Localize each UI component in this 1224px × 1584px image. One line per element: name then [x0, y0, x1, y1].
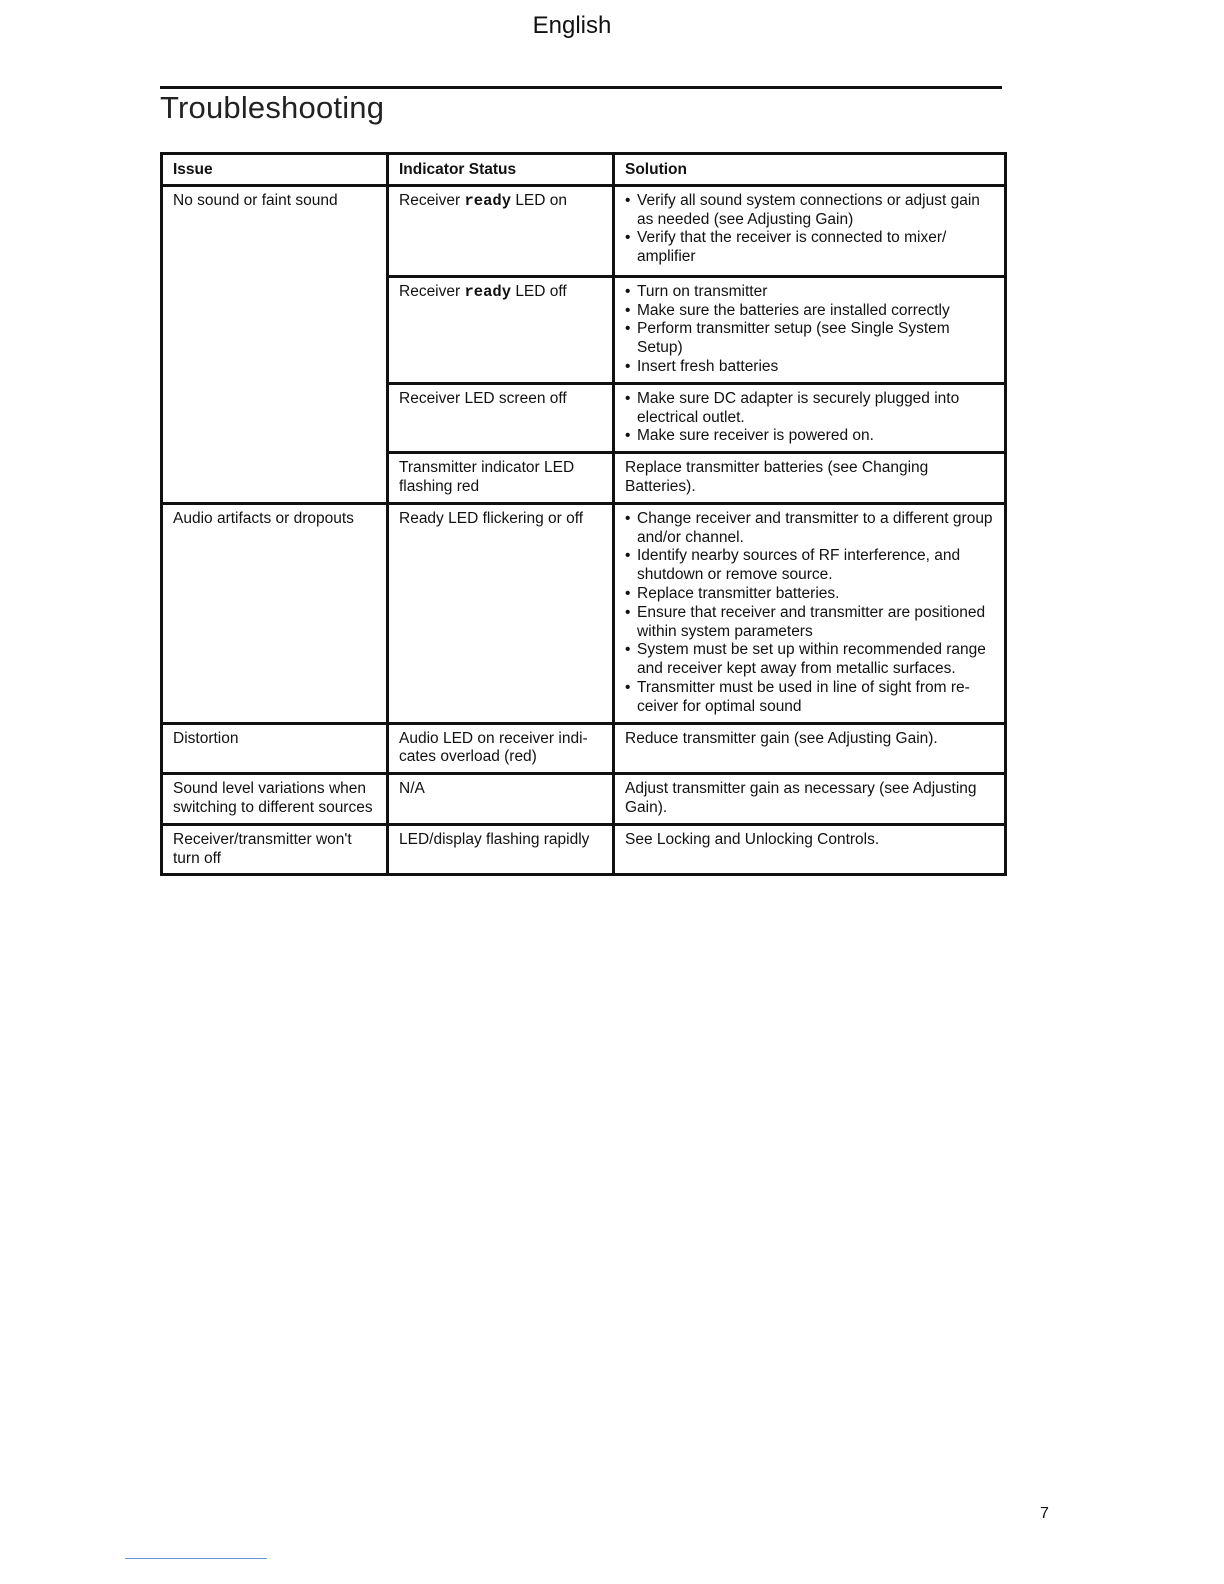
page-title: Troubleshooting: [160, 90, 385, 125]
issue-cell: Audio artifacts or dropouts: [162, 503, 388, 723]
solution-item: • Perform transmitter setup (see Single System Setup): [625, 320, 994, 358]
solution-item: • Identify nearby sources of RF interference, and shutdown or remove source.: [625, 547, 994, 585]
indicator-cell: Ready LED flickering or off: [388, 503, 614, 723]
ready-keyword: ready: [464, 282, 511, 301]
table-row: [162, 824, 1006, 875]
solution-cell: [614, 185, 1006, 276]
solution-cell: Reduce transmitter gain (see Adjusting Gain).: [614, 723, 1006, 774]
issue-cell: Receiver/transmitter won't turn off: [162, 824, 388, 875]
solution-item: • System must be set up within recommended range and receiver kept away from metallic surfaces.: [625, 641, 994, 679]
led-status-text: LED on: [515, 191, 568, 209]
solution-cell: [614, 383, 1006, 452]
issue-cell: Distortion: [162, 723, 388, 774]
solution-item: • Ensure that receiver and transmitter are positioned within system parameters: [625, 604, 994, 642]
solution-cell: [614, 276, 1006, 383]
solution-cell: Replace transmitter batteries (see Changing Batteries).: [614, 453, 1006, 504]
table-row: [162, 723, 1006, 774]
solution-cell: See Locking and Unlocking Controls.: [614, 824, 1006, 875]
header-rule: [160, 86, 1002, 89]
header-issue: Issue: [162, 154, 388, 186]
header-indicator-status: Indicator Status: [388, 154, 614, 186]
indicator-cell: Audio LED on receiver indi-cates overload (red): [388, 723, 614, 774]
indicator-cell: Transmitter indicator LED flashing red: [388, 453, 614, 504]
table-row: [162, 774, 1006, 825]
issue-cell: No sound or faint sound: [162, 185, 388, 503]
solution-cell: Adjust transmitter gain as necessary (see Adjusting Gain).: [614, 774, 1006, 825]
solution-item: • Make sure receiver is powered on.: [625, 427, 994, 446]
solution-cell: [614, 503, 1006, 723]
solution-item: • Replace transmitter batteries.: [625, 585, 994, 604]
solution-item: • Make sure DC adapter is securely plugged into electrical outlet.: [625, 390, 994, 428]
page-number: 7: [1040, 1505, 1049, 1522]
receiver-text: Receiver: [399, 282, 461, 300]
indicator-cell: [388, 185, 614, 276]
table-row: [162, 185, 1006, 276]
indicator-cell: LED/display flashing rapidly: [388, 824, 614, 875]
solution-item: • Verify that the receiver is connected to mixer/ amplifier: [625, 229, 994, 267]
solution-item: • Turn on transmitter: [625, 283, 994, 302]
ready-keyword: ready: [464, 191, 511, 210]
solution-item: • Change receiver and transmitter to a different group and/or channel.: [625, 510, 994, 548]
indicator-cell: N/A: [388, 774, 614, 825]
indicator-cell: [388, 276, 614, 383]
troubleshooting-table: [160, 152, 1007, 876]
table-header-row: [162, 154, 1006, 186]
header-solution: Solution: [614, 154, 1006, 186]
led-status-text: LED off: [515, 282, 567, 300]
footer-rule: [125, 1558, 267, 1559]
solution-item: • Insert fresh batteries: [625, 358, 994, 377]
table-row: [162, 503, 1006, 723]
language-header: English: [532, 12, 612, 39]
receiver-text: Receiver: [399, 191, 461, 209]
solution-item: • Verify all sound system connections or adjust gain as needed (see Adjusting Gain): [625, 192, 994, 230]
indicator-cell: Receiver LED screen off: [388, 383, 614, 452]
solution-item: • Make sure the batteries are installed correctly: [625, 302, 994, 321]
issue-cell: Sound level variations when switching to different sources: [162, 774, 388, 825]
solution-item: • Transmitter must be used in line of sight from re-ceiver for optimal sound: [625, 679, 994, 717]
